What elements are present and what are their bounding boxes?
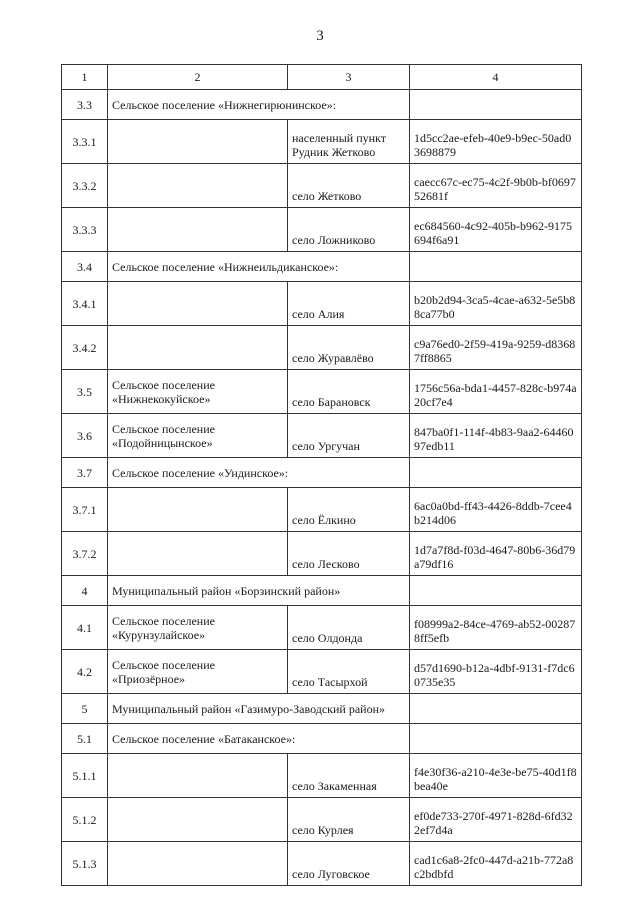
locality-name: село Ёлкино bbox=[288, 488, 410, 532]
locality-name: село Ургучан bbox=[288, 414, 410, 458]
table-row bbox=[62, 842, 582, 886]
fias-id: 1756c56a-bda1-4457-828c-b974a20cf7e4 bbox=[410, 370, 582, 414]
settlement-name bbox=[108, 120, 288, 164]
section-title: Сельское поселение «Нижнеильдиканское»: bbox=[108, 252, 410, 282]
row-number: 3.7.1 bbox=[62, 488, 108, 532]
empty-cell bbox=[410, 252, 582, 282]
row-number: 3.4.2 bbox=[62, 326, 108, 370]
section-row bbox=[62, 576, 582, 606]
localities-table bbox=[61, 64, 582, 886]
row-number: 4 bbox=[62, 576, 108, 606]
table-row bbox=[62, 606, 582, 650]
empty-cell bbox=[410, 694, 582, 724]
locality-name: село Алия bbox=[288, 282, 410, 326]
table-row bbox=[62, 650, 582, 694]
fias-id: b20b2d94-3ca5-4cae-a632-5e5b88ca77b0 bbox=[410, 282, 582, 326]
fias-id: d57d1690-b12a-4dbf-9131-f7dc60735e35 bbox=[410, 650, 582, 694]
settlement-name bbox=[108, 532, 288, 576]
settlement-name bbox=[108, 488, 288, 532]
row-number: 3.7 bbox=[62, 458, 108, 488]
settlement-name: Сельское поселение «Подойницынское» bbox=[108, 414, 288, 458]
table-row bbox=[62, 798, 582, 842]
fias-id: 1d7a7f8d-f03d-4647-80b6-36d79a79df16 bbox=[410, 532, 582, 576]
locality-name: село Тасырхой bbox=[288, 650, 410, 694]
fias-id: c9a76ed0-2f59-419a-9259-d83687ff8865 bbox=[410, 326, 582, 370]
row-number: 5.1.1 bbox=[62, 754, 108, 798]
table-row bbox=[62, 282, 582, 326]
table-row bbox=[62, 414, 582, 458]
section-title: Сельское поселение «Батаканское»: bbox=[108, 724, 410, 754]
settlement-name bbox=[108, 798, 288, 842]
row-number: 5 bbox=[62, 694, 108, 724]
settlement-name: Сельское поселение «Курунзулайское» bbox=[108, 606, 288, 650]
table-row bbox=[62, 326, 582, 370]
empty-cell bbox=[410, 458, 582, 488]
locality-name: село Журавлёво bbox=[288, 326, 410, 370]
table-row bbox=[62, 754, 582, 798]
empty-cell bbox=[410, 90, 582, 120]
locality-name: село Олдонда bbox=[288, 606, 410, 650]
row-number: 3.4 bbox=[62, 252, 108, 282]
table-row bbox=[62, 488, 582, 532]
locality-name: село Луговское bbox=[288, 842, 410, 886]
section-title: Муниципальный район «Борзинский район» bbox=[108, 576, 410, 606]
fias-id: f08999a2-84ce-4769-ab52-002878ff5efb bbox=[410, 606, 582, 650]
locality-name: населенный пункт Рудник Жетково bbox=[288, 120, 410, 164]
column-header: 4 bbox=[410, 65, 582, 90]
empty-cell bbox=[410, 724, 582, 754]
section-title: Сельское поселение «Нижнегирюнинское»: bbox=[108, 90, 410, 120]
settlement-name bbox=[108, 164, 288, 208]
fias-id: ef0de733-270f-4971-828d-6fd322ef7d4a bbox=[410, 798, 582, 842]
table-body bbox=[62, 65, 582, 886]
fias-id: 847ba0f1-114f-4b83-9aa2-6446097edb11 bbox=[410, 414, 582, 458]
empty-cell bbox=[410, 576, 582, 606]
table-header-row bbox=[62, 65, 582, 90]
table-row bbox=[62, 208, 582, 252]
row-number: 3.7.2 bbox=[62, 532, 108, 576]
row-number: 3.3.2 bbox=[62, 164, 108, 208]
fias-id: cad1c6a8-2fc0-447d-a21b-772a8c2bdbfd bbox=[410, 842, 582, 886]
fias-id: 1d5cc2ae-efeb-40e9-b9ec-50ad03698879 bbox=[410, 120, 582, 164]
row-number: 3.3.1 bbox=[62, 120, 108, 164]
locality-name: село Ложниково bbox=[288, 208, 410, 252]
row-number: 5.1.3 bbox=[62, 842, 108, 886]
section-row bbox=[62, 694, 582, 724]
page-number: 3 bbox=[316, 28, 324, 44]
table-row bbox=[62, 120, 582, 164]
fias-id: f4e30f36-a210-4e3e-be75-40d1f8bea40e bbox=[410, 754, 582, 798]
section-title: Муниципальный район «Газимуро-Заводский район» bbox=[108, 694, 410, 724]
row-number: 4.1 bbox=[62, 606, 108, 650]
column-header: 1 bbox=[62, 65, 108, 90]
column-header: 3 bbox=[288, 65, 410, 90]
settlement-name bbox=[108, 326, 288, 370]
row-number: 3.6 bbox=[62, 414, 108, 458]
row-number: 4.2 bbox=[62, 650, 108, 694]
locality-name: село Курлея bbox=[288, 798, 410, 842]
settlement-name bbox=[108, 842, 288, 886]
table-row bbox=[62, 370, 582, 414]
settlement-name: Сельское поселение «Нижнекокуйское» bbox=[108, 370, 288, 414]
table-row bbox=[62, 164, 582, 208]
section-row bbox=[62, 724, 582, 754]
column-header: 2 bbox=[108, 65, 288, 90]
section-row bbox=[62, 458, 582, 488]
row-number: 3.4.1 bbox=[62, 282, 108, 326]
settlement-name bbox=[108, 754, 288, 798]
locality-name: село Лесково bbox=[288, 532, 410, 576]
row-number: 3.3 bbox=[62, 90, 108, 120]
fias-id: caecc67c-ec75-4c2f-9b0b-bf069752681f bbox=[410, 164, 582, 208]
settlement-name bbox=[108, 282, 288, 326]
row-number: 5.1.2 bbox=[62, 798, 108, 842]
row-number: 5.1 bbox=[62, 724, 108, 754]
fias-id: 6ac0a0bd-ff43-4426-8ddb-7cee4b214d06 bbox=[410, 488, 582, 532]
row-number: 3.5 bbox=[62, 370, 108, 414]
section-row bbox=[62, 252, 582, 282]
row-number: 3.3.3 bbox=[62, 208, 108, 252]
section-row bbox=[62, 90, 582, 120]
settlement-name: Сельское поселение «Приозёрное» bbox=[108, 650, 288, 694]
settlement-name bbox=[108, 208, 288, 252]
fias-id: ec684560-4c92-405b-b962-9175694f6a91 bbox=[410, 208, 582, 252]
locality-name: село Барановск bbox=[288, 370, 410, 414]
table-row bbox=[62, 532, 582, 576]
section-title: Сельское поселение «Ундинское»: bbox=[108, 458, 410, 488]
locality-name: село Жетково bbox=[288, 164, 410, 208]
locality-name: село Закаменная bbox=[288, 754, 410, 798]
